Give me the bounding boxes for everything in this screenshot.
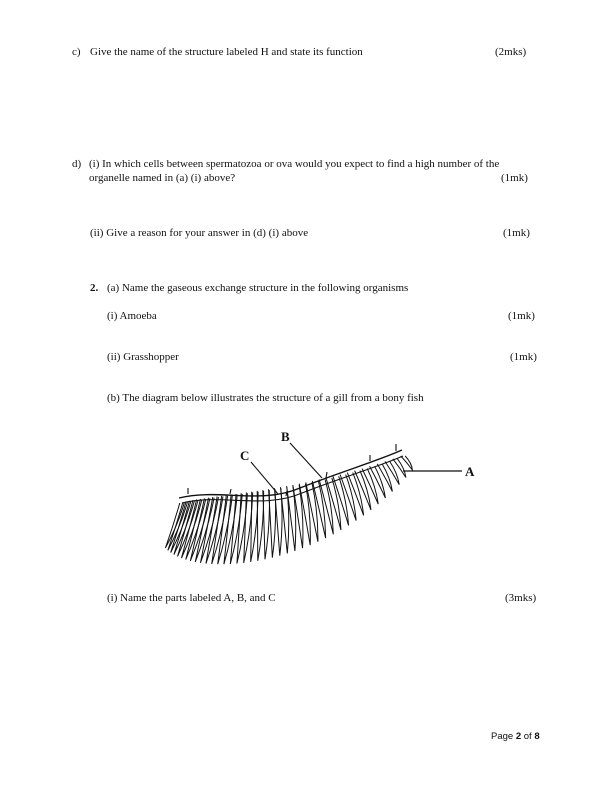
gill-filament: [347, 473, 363, 516]
label-c: C: [240, 448, 250, 463]
question-d-marks: (1mk): [501, 172, 528, 184]
question-2a-ii: (ii) Grasshopper: [107, 351, 179, 363]
gill-filament: [326, 478, 341, 530]
question-2a-ii-marks: (1mk): [510, 351, 537, 363]
gill-filament: [269, 489, 276, 557]
gill-filament: [362, 469, 378, 505]
page-sep: of: [521, 731, 535, 742]
page-current: 2: [515, 731, 522, 742]
label-c-leader: [251, 462, 278, 494]
gill-filaments: [165, 456, 412, 564]
question-d-part2-marks: (1mk): [503, 227, 530, 239]
gill-filament: [312, 481, 325, 538]
question-c-letter: c): [72, 46, 81, 58]
gill-filament: [393, 459, 406, 478]
question-2a-text: (a) Name the gaseous exchange structure in the following organisms: [107, 282, 409, 294]
gill-filament: [370, 466, 386, 498]
question-2b-i: (i) Name the parts labeled A, B, and C: [107, 592, 276, 604]
gill-filament: [333, 476, 349, 525]
gill-filament: [319, 480, 333, 535]
page-total: 8: [534, 731, 540, 742]
gill-filament: [340, 475, 356, 521]
question-2b-i-marks: (3mks): [505, 592, 537, 604]
question-c-text: Give the name of the structure labeled H and state its function: [90, 46, 363, 58]
question-d-line2: organelle named in (a) (i) above?: [89, 172, 236, 184]
question-c-marks: (2mks): [495, 46, 527, 58]
question-d-part2: (ii) Give a reason for your answer in (d) (i) above: [90, 227, 309, 239]
gill-filament: [355, 471, 371, 510]
label-b: B: [281, 429, 290, 444]
page-number: [491, 731, 540, 742]
question-2-number: 2.: [90, 282, 99, 294]
label-a: A: [465, 464, 475, 479]
question-2a-i: (i) Amoeba: [107, 310, 157, 322]
question-d-line1: (i) In which cells between spermatozoa or ova would you expect to find a high number of the: [89, 158, 500, 170]
question-2a-i-marks: (1mk): [508, 310, 535, 322]
gill-arch: [179, 450, 402, 498]
label-b-leader: [290, 443, 322, 478]
question-2b-text: (b) The diagram below illustrates the structure of a gill from a bony fish: [107, 392, 424, 404]
question-d-letter: d): [72, 158, 82, 170]
page-prefix: Page: [491, 731, 516, 742]
